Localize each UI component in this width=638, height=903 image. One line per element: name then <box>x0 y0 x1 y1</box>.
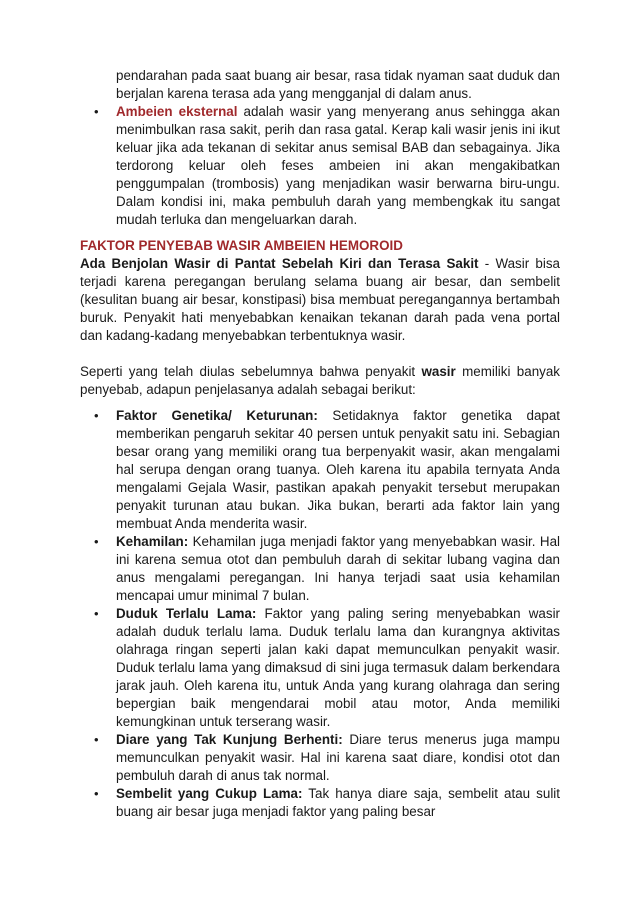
intro-text: - Wasir bisa terjadi karena peregangan berulang selama buang air besar, dan sembelit (kesulitan buang air besar, konstipasi) bisa membuat peregangannya bertambah buruk. Penyakit hati menyebabkan kenaikan tekanan darah pada vena portal dan kadang-kadang menyebabkan terbentuknya wasir. <box>80 256 560 343</box>
bullet-icon: • <box>94 104 99 119</box>
cause-item-sembelit <box>80 785 560 821</box>
cause-item-kehamilan <box>80 533 560 605</box>
list-continuation: pendarahan pada saat buang air besar, rasa tidak nyaman saat duduk dan berjalan karena terasa ada yang mengganjal di dalam anus. <box>116 68 560 101</box>
intro-bold-lead: Ada Benjolan Wasir di Pantat Sebelah Kiri dan Terasa Sakit <box>80 256 479 271</box>
para2-before: Seperti yang telah diulas sebelumnya bahwa penyakit <box>80 364 422 379</box>
section-heading: FAKTOR PENYEBAB WASIR AMBEIEN HEMOROID <box>80 238 403 253</box>
bullet-icon: • <box>94 732 99 747</box>
list-item-ambeien-eksternal <box>80 103 560 229</box>
bullet-icon: • <box>94 606 99 621</box>
cause-text: Setidaknya faktor genetika dapat memberikan pengaruh sekitar 40 persen untuk penyakit satu ini. Sebagian besar orang yang memiliki orang tua berpenyakit wasir, akan mengalami hal serupa dengan orang tuanya. Oleh karena itu apabila ternyata Anda mengalami Gejala Wasir, pastikan apakah penyakit tersebut merupakan penyakit turunan atau bukan. Jika bukan, berarti ada faktor lain yang membuat Anda menderita wasir. <box>116 408 561 531</box>
causes-list <box>80 407 560 821</box>
bullet-icon: • <box>94 786 99 801</box>
para2-bold-wasir: wasir <box>421 364 456 379</box>
bullet-icon: • <box>94 534 99 549</box>
paragraph-penyebab <box>80 363 560 399</box>
cause-item-duduk <box>80 605 560 731</box>
top-list <box>80 67 560 229</box>
para2-after: memiliki banyak penyebab, adapun penjelasanya adalah sebagai berikut: <box>80 364 560 397</box>
cause-item-genetika <box>80 407 560 533</box>
cause-term: Diare yang Tak Kunjung Berhenti: <box>116 732 343 747</box>
cause-text: Diare terus menerus juga mampu memunculkan penyakit wasir. Hal ini karena saat diare, kondisi otot dan pembuluh darah di anus tak normal. <box>116 732 561 783</box>
intro-paragraph <box>80 255 560 345</box>
cause-text: Faktor yang paling sering menyebabkan wasir adalah duduk terlalu lama. Duduk terlalu lama dan kurangnya aktivitas olahraga ringan seperti jalan kaki dapat memunculkan penyakit wasir. Duduk terlalu lama yang dimaksud di sini juga termasuk dalam berkendara jarak jauh. Oleh karena itu, untuk Anda yang kurang olahraga dan sering bepergian baik mengendarai mobil atau motor, Anda memiliki kemungkinan untuk terserang wasir. <box>116 606 561 729</box>
bullet-icon: • <box>94 408 99 423</box>
document-content <box>80 67 560 821</box>
term-description: adalah wasir yang menyerang anus sehingga akan menimbulkan rasa sakit, perih dan rasa gatal. Kerap kali wasir jenis ini ikut keluar jika ada tekanan di sekitar anus semisal BAB dan sebagainya. Jika terdorong keluar oleh feses ambeien ini akan mengakibatkan penggumpalan (trombosis) yang menjadikan wasir berwarna biru-ungu. Dalam kondisi ini, maka pembuluh darah yang membengkak itu sangat mudah terluka dan mengeluarkan darah. <box>116 104 560 227</box>
cause-text: Tak hanya diare saja, sembelit atau sulit buang air besar juga menjadi faktor yang paling besar <box>116 786 560 819</box>
cause-term: Sembelit yang Cukup Lama: <box>116 786 303 801</box>
cause-text: Kehamilan juga menjadi faktor yang menyebabkan wasir. Hal ini karena semua otot dan pembuluh darah di sekitar lubang vagina dan anus mengalami peregangan. Ini hanya terjadi saat usia kehamilan mencapai umur minimal 7 bulan. <box>116 534 560 603</box>
cause-term: Duduk Terlalu Lama: <box>116 606 257 621</box>
term-ambeien-eksternal: Ambeien eksternal <box>116 104 238 119</box>
cause-term: Faktor Genetika/ Keturunan: <box>116 408 318 423</box>
cause-item-diare <box>80 731 560 785</box>
cause-term: Kehamilan: <box>116 534 189 549</box>
